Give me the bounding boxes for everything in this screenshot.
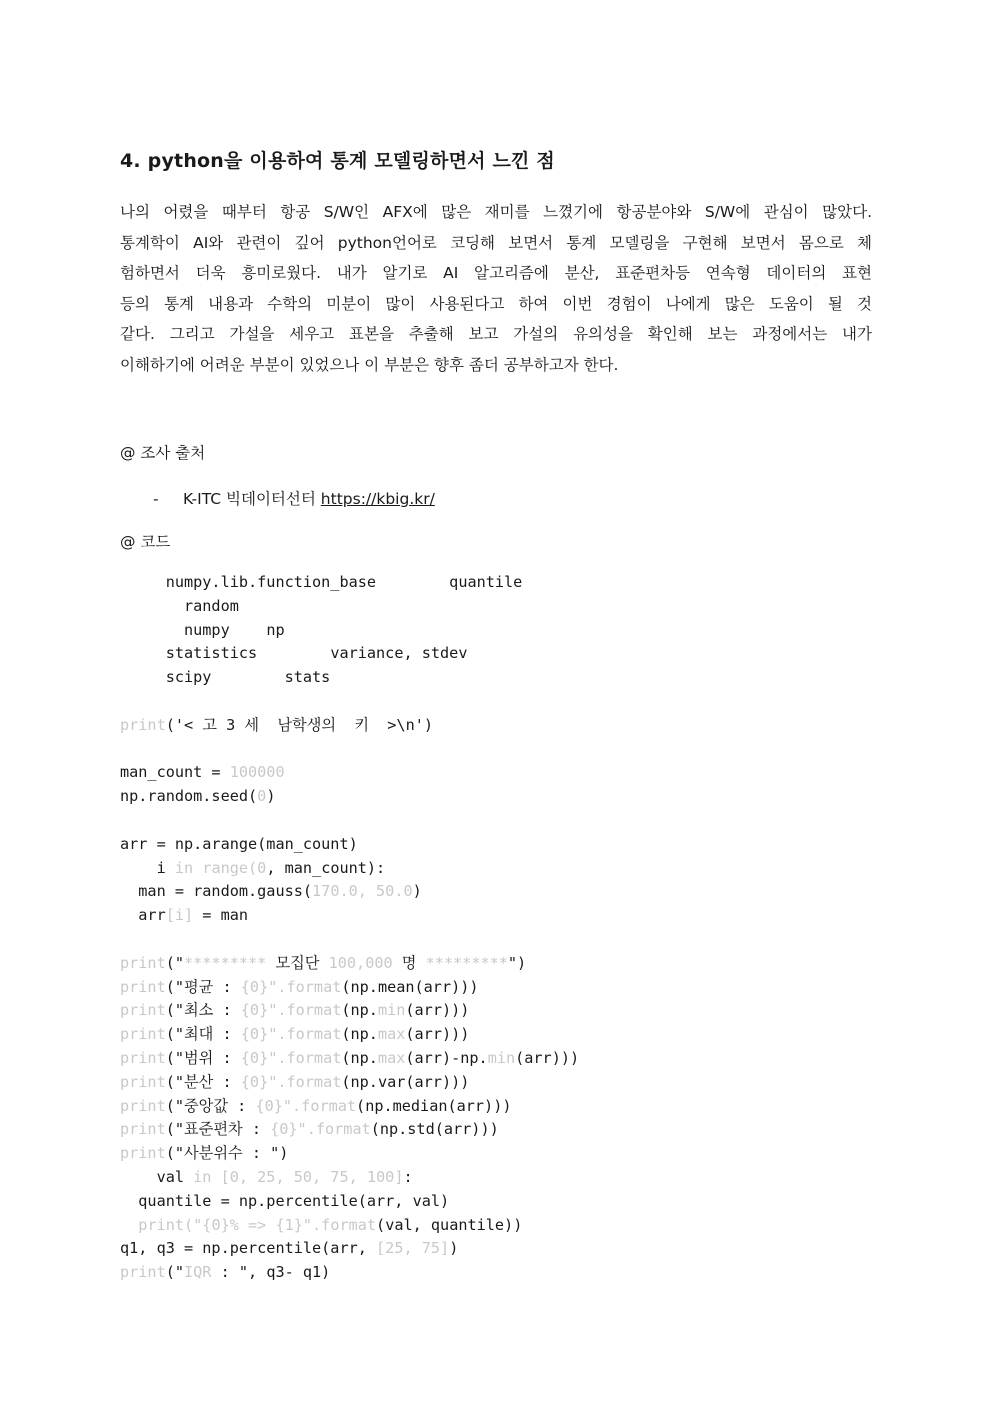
- code-line: val in [0, 25, 50, 75, 100]:: [120, 1167, 413, 1186]
- code-line: print("********* 모집단 100,000 명 *********"): [120, 953, 527, 972]
- code-line: print('< 고 3 세 남학생의 키 >\n'): [120, 715, 434, 734]
- code-line: print("표준편차 : {0}".format(np.std(arr))): [120, 1120, 499, 1139]
- code-line: arr = np.arange(man_count): [120, 834, 358, 853]
- code-line: print("IQR : ", q3- q1): [120, 1263, 331, 1282]
- code-line: print("최소 : {0}".format(np.min(arr))): [120, 1001, 470, 1020]
- code-line: scipy stats: [120, 668, 331, 687]
- paragraph-line: 이해하기에 어려운 부분이 있었으나 이 부분은 향후 좀더 공부하고자 한다.: [120, 355, 619, 374]
- code-block: [120, 571, 880, 1285]
- bullet-dash: -: [153, 490, 159, 508]
- code-line: print("{0}% => {1}".format(val, quantile)): [138, 1215, 523, 1234]
- sources-title: @ 조사 출처: [120, 444, 206, 462]
- code-line: man_count = 100000: [120, 763, 285, 782]
- source-label: K-ITC 빅데이터선터: [183, 490, 316, 508]
- code-line: print("중앙값 : {0}".format(np.median(arr))): [120, 1096, 512, 1115]
- code-title: @ 코드: [120, 533, 171, 551]
- code-line: print("평균 : {0}".format(np.mean(arr))): [120, 977, 479, 996]
- code-line: man = random.gauss(170.0, 50.0): [120, 882, 422, 901]
- code-line: random: [120, 596, 239, 615]
- paragraph-line: 험하면서 더욱 흥미로웠다. 내가 알기로 AI 알고리즘에 분산, 표준편차등 연속형 데이터의 표현: [120, 264, 872, 283]
- code-line: q1, q3 = np.percentile(arr, [25, 75]): [120, 1239, 459, 1258]
- code-line: numpy.lib.function_base quantile: [120, 573, 523, 591]
- code-line: print("분산 : {0}".format(np.var(arr))): [120, 1072, 470, 1091]
- code-line: arr[i] = man: [120, 906, 249, 925]
- code-line: quantile = np.percentile(arr, val): [120, 1191, 450, 1210]
- code-line: i in range(0, man_count):: [120, 858, 386, 877]
- reflection-paragraph: [120, 197, 872, 381]
- source-item: [153, 487, 435, 509]
- code-line: print("범위 : {0}".format(np.max(arr)-np.min(arr))): [120, 1048, 580, 1067]
- paragraph-line: 통계학이 AI와 관련이 깊어 python언어로 코딩해 보면서 통계 모델링을 구현해 보면서 몸으로 체: [120, 233, 872, 252]
- code-line: print("사분위수 : "): [120, 1144, 289, 1163]
- code-line: np.random.seed(0): [120, 787, 276, 806]
- code-line: numpy np: [120, 620, 285, 639]
- paragraph-line: 나의 어렸을 때부터 항공 S/W인 AFX에 많은 재미를 느꼈기에 항공분야와 S/W에 관심이 많았다.: [120, 203, 872, 221]
- source-link[interactable]: https://kbig.kr/: [320, 490, 435, 508]
- code-line: statistics variance, stdev: [120, 644, 468, 663]
- paragraph-line: 등의 통계 내용과 수학의 미분이 많이 사용된다고 하여 이번 경험이 나에게 많은 도움이 될 것: [120, 294, 872, 313]
- code-line: print("최대 : {0}".format(np.max(arr))): [120, 1025, 470, 1044]
- section-heading: 4. python을 이용하여 통계 모델링하면서 느낀 점: [120, 150, 555, 172]
- paragraph-line: 같다. 그리고 가설을 세우고 표본을 추출해 보고 가설의 유의성을 확인해 보는 과정에서는 내가: [120, 325, 872, 344]
